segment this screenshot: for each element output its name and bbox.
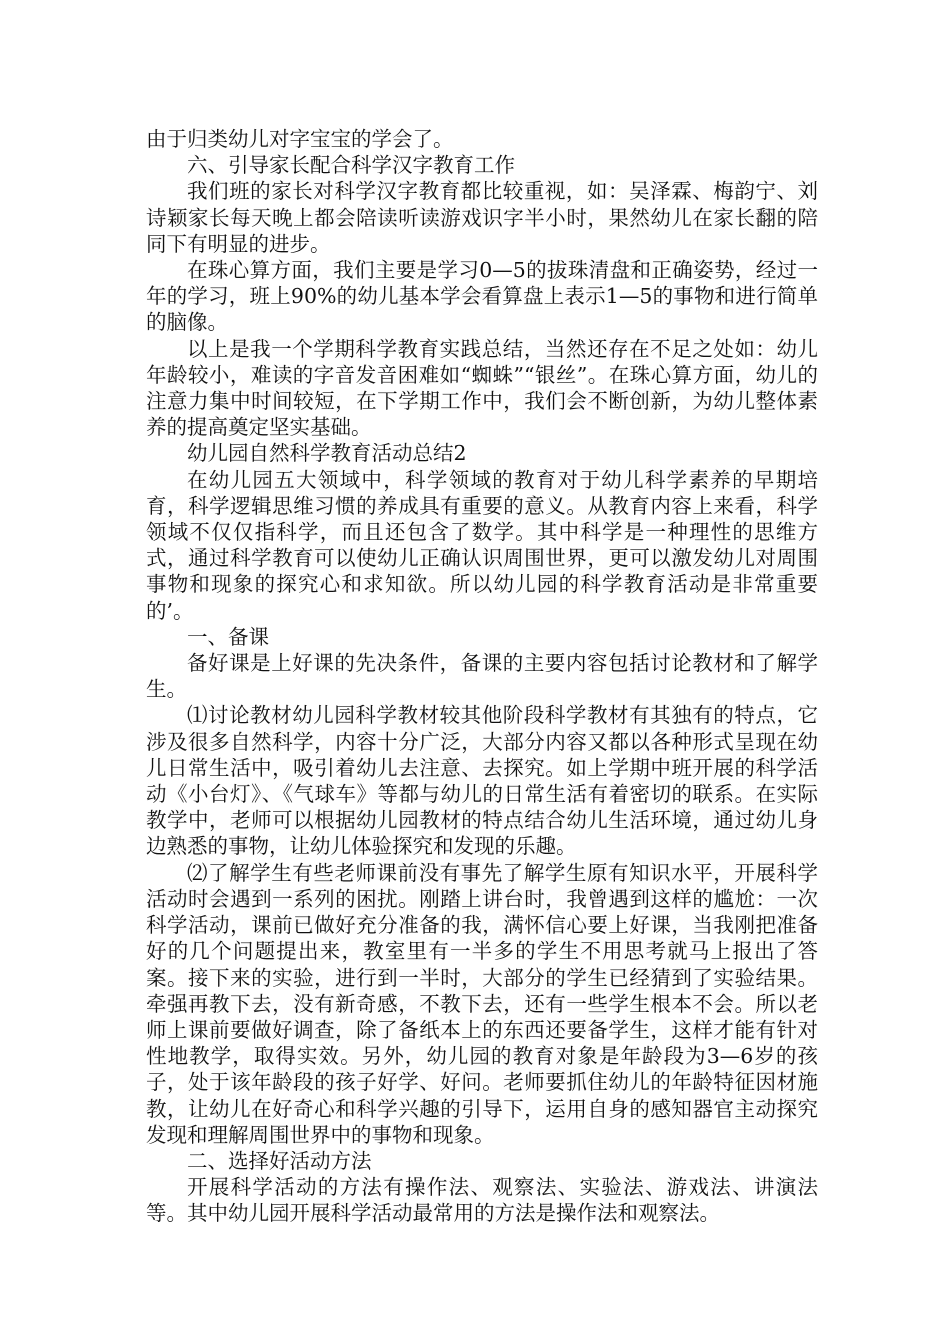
section-heading-two: 二、选择好活动方法	[187, 1148, 372, 1173]
paragraph: 我们班的家长对科学汉字教育都比较重视，如：吴泽霖、梅韵宁、刘诗颖家长每天晚上都会陪读听读游戏识字半小时，果然幼儿在家长翻的陪同下有明显的进步。	[146, 179, 818, 256]
paragraph: ⑴讨论教材幼儿园科学教材较其他阶段科学教材有其独有的特点，它涉及很多自然科学，内容十分广泛，大部分内容又都以各种形式呈现在幼儿日常生活中，吸引着幼儿去注意、去探究。如上学期中班开展的科学活动《小台灯》、《气球车》等都与幼儿的日常生活有着密切的联系。在实际教学中，老师可以根据幼儿园教材的特点结合幼儿生活环境，通过幼儿身边熟悉的事物，让幼儿体验探究和发现的乐趣。	[146, 703, 818, 859]
paragraph: 备好课是上好课的先决条件，备课的主要内容包括讨论教材和了解学生。	[146, 651, 818, 702]
paragraph: 在珠心算方面，我们主要是学习0—5的拔珠清盘和正确姿势，经过一年的学习，班上90%的幼儿基本学会看算盘上表示1—5的事物和进行简单的脑像。	[146, 258, 818, 335]
article-title: 幼儿园自然科学教育活动总结2	[187, 441, 467, 466]
section-heading-six: 六、引导家长配合科学汉字教育工作	[187, 153, 515, 178]
paragraph-continuation: 由于归类幼儿对字宝宝的学会了。	[146, 127, 454, 151]
document-body	[146, 126, 818, 1227]
paragraph: ⑵了解学生有些老师课前没有事先了解学生原有知识水平，开展科学活动时会遇到一系列的困扰。刚踏上讲台时，我曾遇到这样的尴尬：一次科学活动，课前已做好充分准备的我，满怀信心要上好课，当我刚把准备好的几个问题提出来，教室里有一半多的学生不用思考就马上报出了答案。接下来的实验，进行到一半时，大部分的学生已经猜到了实验结果。牵强再教下去，没有新奇感，不教下去，还有一些学生根本不会。所以老师上课前要做好调查，除了备纸本上的东西还要备学生，这样才能有针对性地教学，取得实效。另外，幼儿园的教育对象是年龄段为3—6岁的孩子，处于该年龄段的孩子好学、好问。老师要抓住幼儿的年龄特征因材施教，让幼儿在好奇心和科学兴趣的引导下，运用自身的感知器官主动探究发现和理解周围世界中的事物和现象。	[146, 860, 818, 1147]
paragraph: 以上是我一个学期科学教育实践总结，当然还存在不足之处如：幼儿年龄较小，难读的字音发音困难如“蜘蛛”“银丝”。在珠心算方面，幼儿的注意力集中时间较短，在下学期工作中，我们会不断创新，为幼儿整体素养的提高奠定坚实基础。	[146, 336, 818, 440]
paragraph: 在幼儿园五大领域中，科学领域的教育对于幼儿科学素养的早期培育，科学逻辑思维习惯的养成具有重要的意义。从教育内容上来看，科学领域不仅仅指科学，而且还包含了数学。其中科学是一种理性的思维方式，通过科学教育可以使幼儿正确认识周围世界，更可以激发幼儿对周围事物和现象的探究心和求知欲。所以幼儿园的科学教育活动是非常重要的’。	[146, 467, 818, 623]
paragraph: 开展科学活动的方法有操作法、观察法、实验法、游戏法、讲演法等。其中幼儿园开展科学活动最常用的方法是操作法和观察法。	[146, 1175, 818, 1226]
section-heading-one: 一、备课	[187, 624, 269, 649]
